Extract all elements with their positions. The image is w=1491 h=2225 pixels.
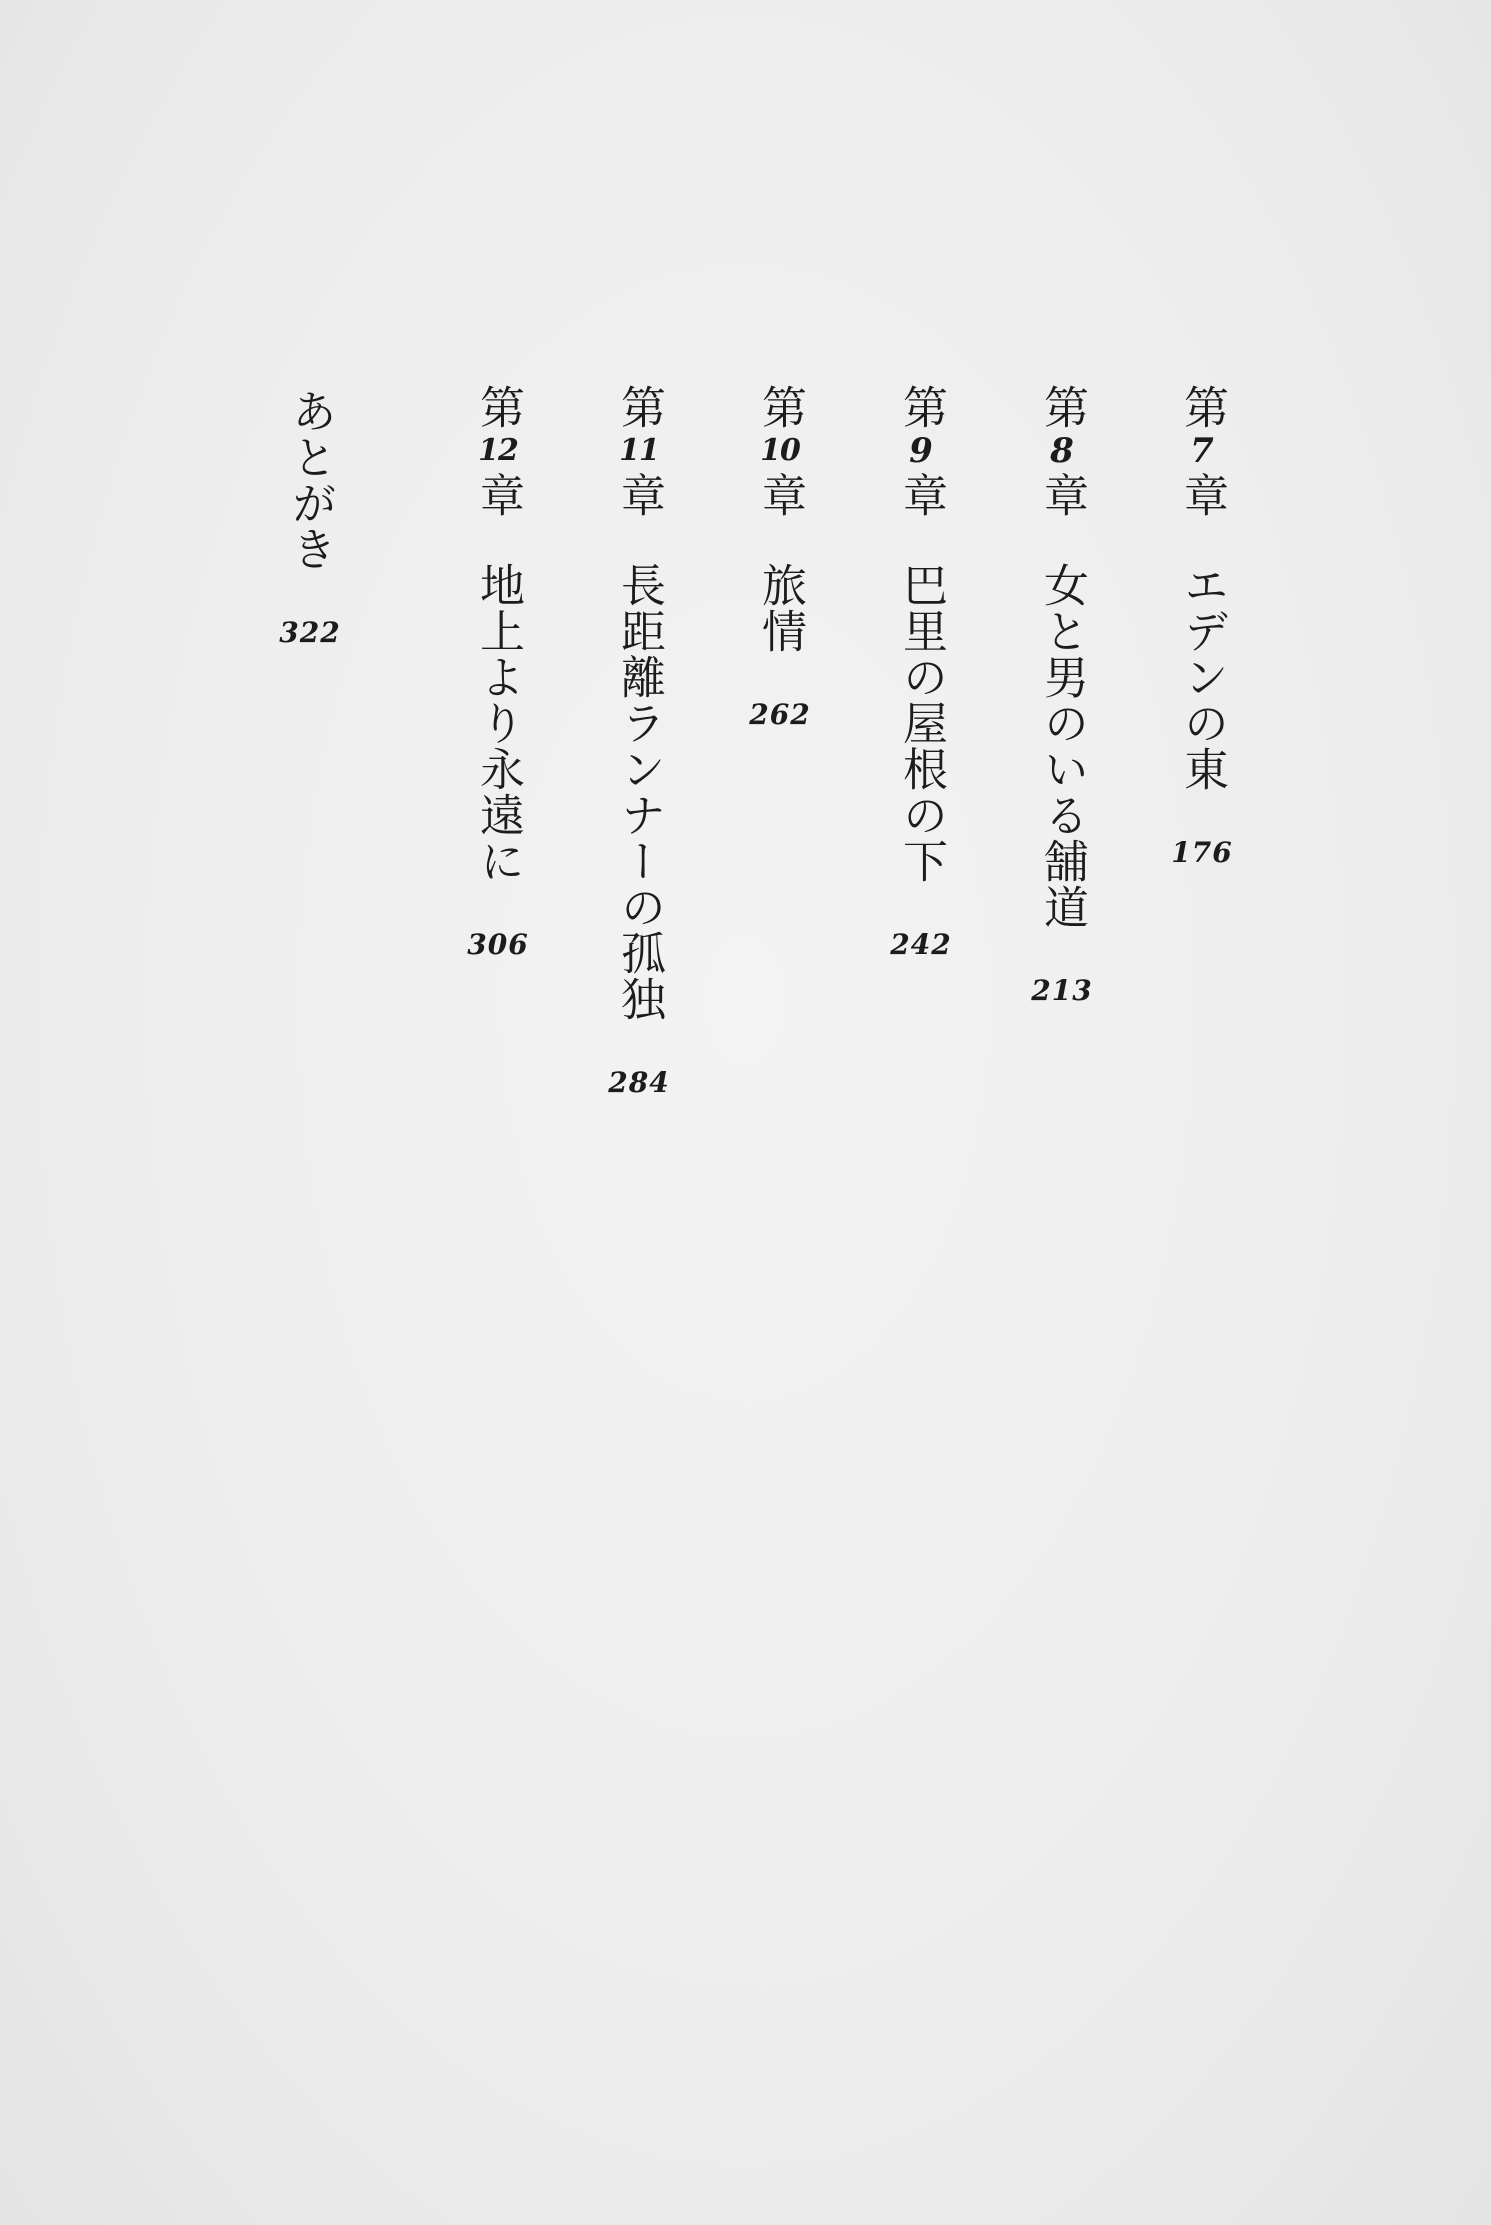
chapter-title: エデンの東 xyxy=(1176,562,1229,792)
chapter-suffix: 章 xyxy=(613,472,666,518)
afterword-title: あとがき xyxy=(284,388,337,572)
chapter-number: 11 xyxy=(619,433,659,468)
chapter-number: 12 xyxy=(478,433,518,468)
chapter-suffix: 章 xyxy=(1176,472,1229,518)
chapter-suffix: 章 xyxy=(895,472,948,518)
chapter-prefix: 第 xyxy=(613,384,666,430)
chapter-suffix: 章 xyxy=(754,472,807,518)
page-number: 176 xyxy=(1171,836,1233,869)
chapter-prefix: 第 xyxy=(1036,384,1089,430)
chapter-title: 女と男のいる舗道 xyxy=(1036,562,1089,930)
chapter-prefix: 第 xyxy=(472,384,525,430)
chapter-number: 7 xyxy=(1190,431,1214,471)
page-number: 322 xyxy=(279,616,341,649)
chapter-title: 巴里の屋根の下 xyxy=(895,562,948,884)
chapter-prefix: 第 xyxy=(1176,384,1229,430)
toc-entry-ch7 xyxy=(1170,384,1234,870)
page-number: 242 xyxy=(890,928,952,961)
toc-entry-ch10 xyxy=(748,384,812,732)
chapter-number: 10 xyxy=(760,433,800,468)
toc-entry-ch9 xyxy=(889,384,953,962)
toc-entry-afterword xyxy=(278,388,342,650)
chapter-suffix: 章 xyxy=(472,472,525,518)
chapter-number: 9 xyxy=(909,431,933,471)
toc-entry-ch12 xyxy=(466,384,530,962)
chapter-prefix: 第 xyxy=(895,384,948,430)
chapter-title: 長距離ランナーの孤独 xyxy=(613,562,666,1022)
chapter-title: 旅情 xyxy=(754,562,807,654)
chapter-title: 地上より永遠に xyxy=(472,562,525,884)
page-number: 262 xyxy=(749,698,811,731)
page-number: 306 xyxy=(467,928,529,961)
chapter-suffix: 章 xyxy=(1036,472,1089,518)
chapter-number: 8 xyxy=(1050,431,1074,471)
chapter-prefix: 第 xyxy=(754,384,807,430)
toc-entry-ch11 xyxy=(607,384,671,1100)
page-number: 284 xyxy=(608,1066,670,1099)
toc-entry-ch8 xyxy=(1030,384,1094,1008)
page-number: 213 xyxy=(1031,974,1093,1007)
